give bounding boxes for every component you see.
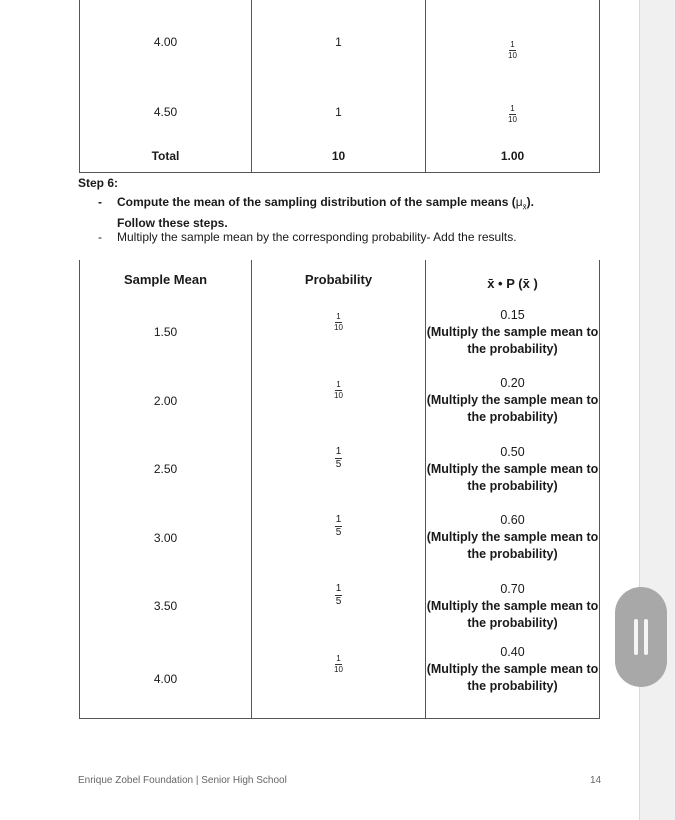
total-label: Total [80,140,252,172]
product-cell: 0.40 (Multiply the sample mean to the probability) [426,640,600,718]
probability-cell [252,572,426,640]
bullet-compute-mean: Compute the mean of the sampling distribution of the sample means $(\mu_{x̄})$. Follow these steps. [117,195,534,231]
table-row [80,0,600,84]
table-row [80,572,600,640]
sample-mean-cell: 4.50 [80,84,252,140]
fraction: $\frac{1}{10}$ [334,312,343,332]
product-cell: 0.50 (Multiply the sample mean to the probability) [426,435,600,503]
probability-cell [426,84,600,140]
bullet-mark: - [98,195,102,209]
sample-mean-cell: 2.50 [80,435,252,503]
bullet-mark: - [98,230,102,244]
grip-line-icon [644,619,648,655]
frequency-cell: 1 [252,0,426,84]
fraction: $\frac{1}{10}$ [334,380,343,400]
header-sample-mean: Sample Mean [80,260,252,298]
fraction: $\frac{1}{10}$ [508,40,517,60]
fraction: $\frac{1}{10}$ [508,104,517,124]
header-product: x̄ • P (x̄ ) [426,260,600,298]
probability-cell [252,640,426,718]
header-probability: Probability [252,260,426,298]
frequency-cell: 1 [252,84,426,140]
table-row [80,503,600,572]
sample-mean-cell: 2.00 [80,366,252,435]
table-row [80,84,600,140]
sample-mean-cell: 3.00 [80,503,252,572]
sample-mean-cell: 4.00 [80,0,252,84]
fraction: $\frac{1}{5}$ [335,514,342,538]
sampling-distribution-table [79,260,600,719]
footer-text: Enrique Zobel Foundation | Senior High School [78,775,287,786]
sample-mean-cell: 4.00 [80,640,252,718]
probability-cell [426,0,600,84]
fraction: $\frac{1}{10}$ [334,654,343,674]
page-number: 14 [590,775,602,786]
product-cell: 0.70 (Multiply the sample mean to the probability) [426,572,600,640]
product-cell: 0.60 (Multiply the sample mean to the probability) [426,503,600,572]
frequency-table [79,0,600,173]
mu-symbol: $\mu_{x̄}$ [515,195,527,212]
total-probability: 1.00 [426,140,600,172]
table-row [80,298,600,366]
scroll-handle[interactable] [615,587,667,687]
fraction: $\frac{1}{5}$ [335,446,342,470]
grip-line-icon [634,619,638,655]
bullet-multiply: Multiply the sample mean by the corresponding probability- Add the results. [117,230,517,244]
fraction: $\frac{1}{5}$ [335,583,342,607]
header-row [80,260,600,298]
table-row [80,435,600,503]
sample-mean-cell: 3.50 [80,572,252,640]
sample-mean-cell: 1.50 [80,298,252,366]
total-row [80,140,600,172]
total-frequency: 10 [252,140,426,172]
probability-cell [252,435,426,503]
product-cell: 0.20 (Multiply the sample mean to the probability) [426,366,600,435]
table-row [80,366,600,435]
product-cell: 0.15 (Multiply the sample mean to the probability) [426,298,600,366]
step-title: Step 6: [78,176,119,190]
probability-cell [252,366,426,435]
table-row [80,640,600,718]
probability-cell [252,298,426,366]
probability-cell [252,503,426,572]
